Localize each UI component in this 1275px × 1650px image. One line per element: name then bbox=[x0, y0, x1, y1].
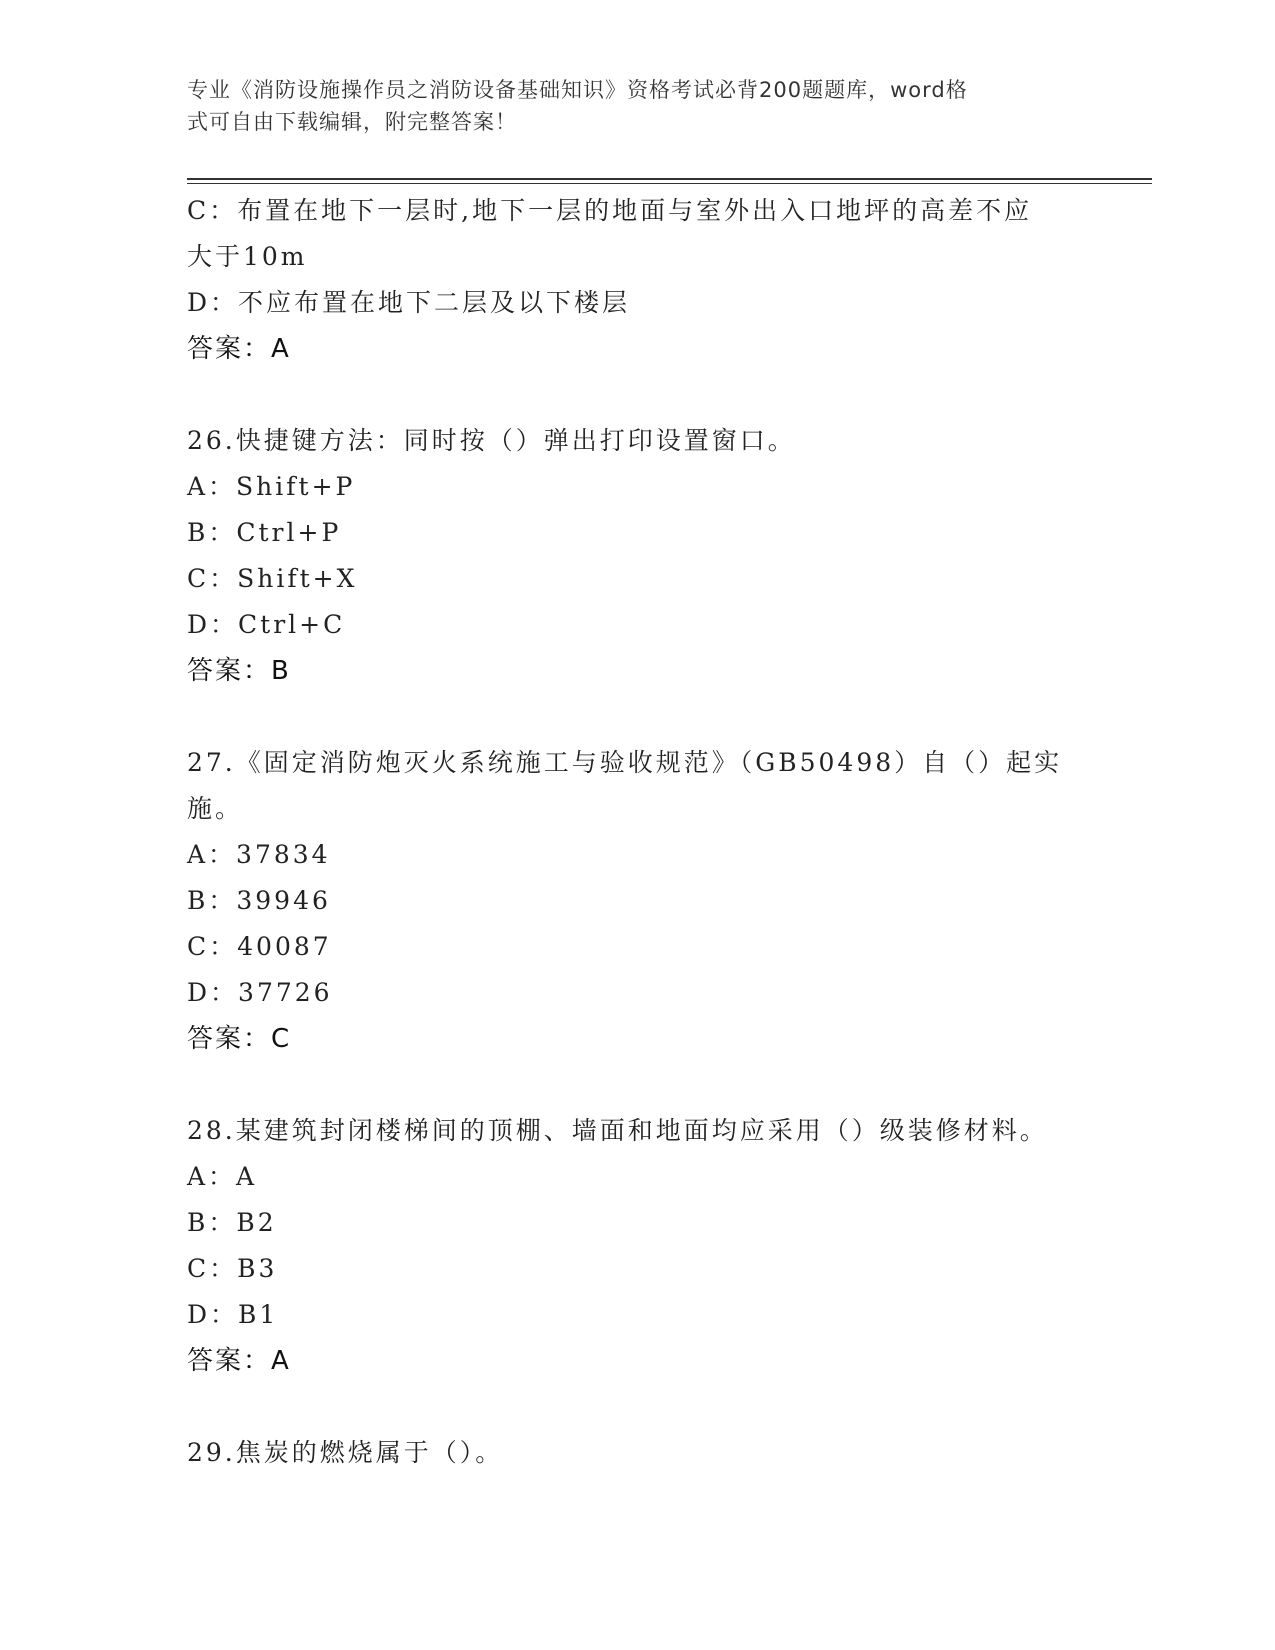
option-b: B：Ctrl+P bbox=[187, 518, 342, 547]
answer-26: 答案：B bbox=[187, 656, 291, 686]
option-b: B：B2 bbox=[187, 1208, 277, 1237]
question-29-text: 29.焦炭的燃烧属于（）。 bbox=[187, 1438, 504, 1467]
header-divider-thick bbox=[187, 178, 1152, 180]
spacer bbox=[187, 1062, 1067, 1108]
option-c-line-1: C：布置在地下一层时,地下一层的地面与室外出入口地坪的高差不应 bbox=[187, 196, 1033, 225]
question-28 bbox=[187, 1108, 1067, 1384]
question-27 bbox=[187, 740, 1067, 1062]
option-d: D：不应布置在地下二层及以下楼层 bbox=[187, 288, 631, 317]
question-28-text: 28.某建筑封闭楼梯间的顶棚、墙面和地面均应采用（）级装修材料。 bbox=[187, 1116, 1048, 1145]
answer-28: 答案：A bbox=[187, 1346, 291, 1376]
spacer bbox=[187, 694, 1067, 740]
question-26 bbox=[187, 418, 1067, 694]
header-title-line-2: 式可自由下载编辑，附完整答案！ bbox=[187, 110, 517, 134]
option-d: D：Ctrl+C bbox=[187, 610, 346, 639]
question-29 bbox=[187, 1430, 1067, 1476]
option-b: B：39946 bbox=[187, 886, 331, 915]
spacer bbox=[187, 372, 1067, 418]
spacer bbox=[187, 1384, 1067, 1430]
option-a: A：Shift+P bbox=[187, 472, 356, 501]
question-27-text-line-1: 27.《固定消防炮灭火系统施工与验收规范》（GB50498）自（）起实 bbox=[187, 748, 1063, 777]
header-divider-thin bbox=[187, 183, 1152, 184]
question-26-text: 26.快捷键方法：同时按（）弹出打印设置窗口。 bbox=[187, 426, 796, 455]
question-25 bbox=[187, 188, 1067, 372]
option-c: C：40087 bbox=[187, 932, 332, 961]
question-list bbox=[187, 188, 1067, 1476]
option-c-line-2: 大于10m bbox=[187, 242, 308, 271]
header-title-line-1: 专业《消防设施操作员之消防设备基础知识》资格考试必背200题题库，word格 bbox=[187, 78, 968, 102]
option-a: A：37834 bbox=[187, 840, 331, 869]
answer-25: 答案：A bbox=[187, 334, 291, 364]
answer-27: 答案：C bbox=[187, 1024, 292, 1054]
option-c: C：Shift+X bbox=[187, 564, 358, 593]
option-d: D：B1 bbox=[187, 1300, 279, 1329]
document-header bbox=[187, 74, 1067, 138]
question-27-text-line-2: 施。 bbox=[187, 794, 244, 823]
option-c: C：B3 bbox=[187, 1254, 278, 1283]
option-a: A：A bbox=[187, 1162, 258, 1191]
option-d: D：37726 bbox=[187, 978, 333, 1007]
